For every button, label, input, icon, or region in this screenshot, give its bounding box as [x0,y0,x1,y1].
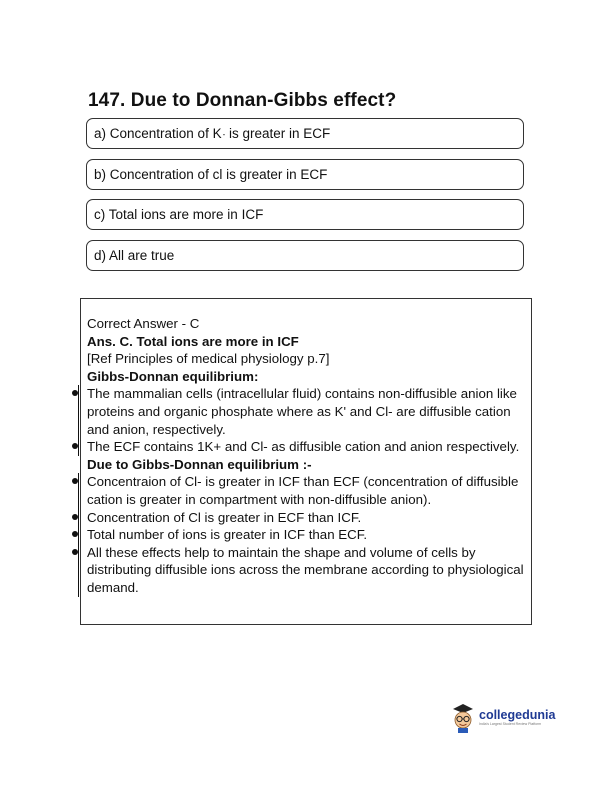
option-b[interactable] [86,159,524,190]
question-title: 147. Due to Donnan-Gibbs effect? [88,90,397,111]
bullet-item: Total number of ions is greater in ICF than ECF. [87,526,527,544]
bullet-item: All these effects help to maintain the shape and volume of cells by distributing diffusible ions across the membrane according to physiological demand. [87,544,527,597]
student-mascot-icon [451,703,475,733]
option-d-text: d) All are true [94,248,175,263]
option-c[interactable] [86,199,524,230]
answer-line: Ans. C. Total ions are more in ICF [87,333,299,349]
correct-answer: Correct Answer - C [87,316,200,331]
bullet-item: Concentraion of Cl- is greater in ICF than ECF (concentration of diffusible cation is greater in compartment with non-diffusible anion). [87,473,527,508]
heading-gibbs-donnan: Gibbs-Donnan equilibrium: [87,368,259,384]
answer-explanation [87,315,527,597]
option-a-text: a) Concentration of K- is greater in ECF [94,126,331,141]
heading-due-to: Due to Gibbs-Donnan equilibrium :- [87,456,312,472]
option-c-text: c) Total ions are more in ICF [94,207,264,222]
logo-name: collegedunia [479,708,556,722]
option-a[interactable] [86,118,524,149]
logo-tagline: India's Largest Student Review Platform [479,722,542,726]
bullet-item: Concentration of Cl is greater in ECF than ICF. [87,509,527,527]
bullet-item: The mammalian cells (intracellular fluid) contains non-diffusible anion like proteins and organic phosphate where as K' and Cl- are diffusible cation and anion, respectively. [87,385,527,438]
collegedunia-logo[interactable] [451,700,571,736]
option-d[interactable] [86,240,524,271]
bullet-item: The ECF contains 1K+ and Cl- as diffusible cation and anion respectively. [87,438,527,456]
option-b-text: b) Concentration of cl is greater in ECF [94,167,328,182]
reference: [Ref Principles of medical physiology p.7] [87,351,330,367]
